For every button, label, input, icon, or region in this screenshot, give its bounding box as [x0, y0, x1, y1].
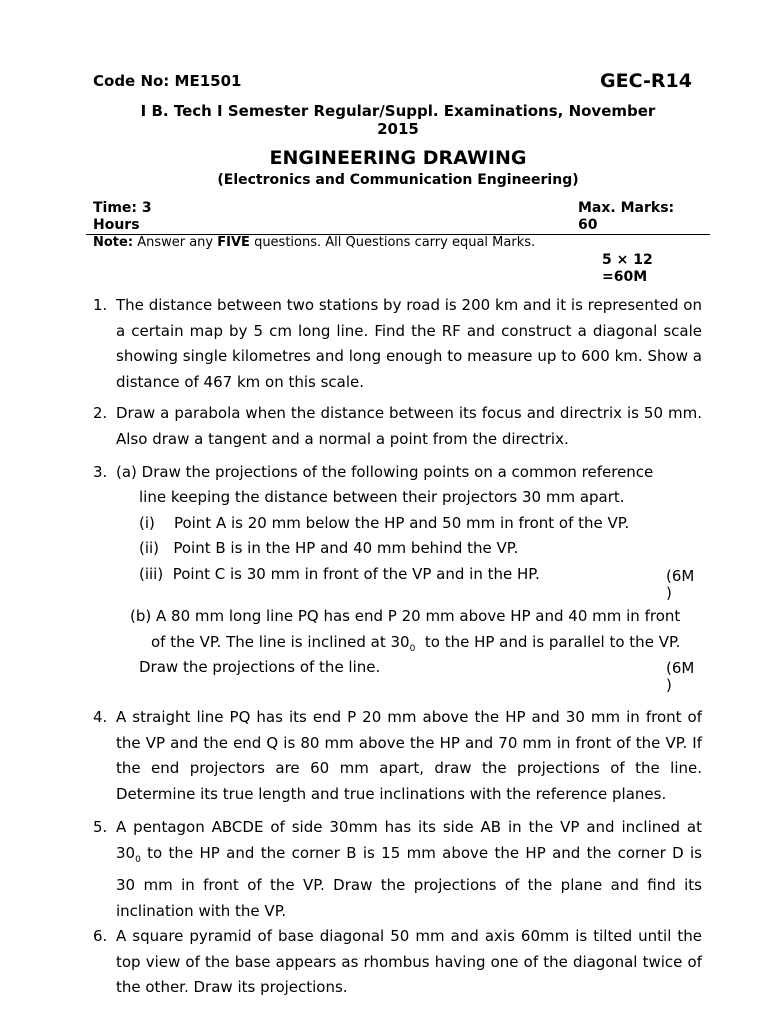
code-value: ME1501: [174, 72, 242, 90]
q3b-line3: Draw the projections of the line.: [139, 658, 381, 676]
time-line1: Time: 3: [93, 200, 152, 216]
q5-line2b: to the HP and the corner B is 15 mm above the HP and the corner D is: [140, 843, 702, 862]
q3a-line1: (a) Draw the projections of the following points on a common reference: [116, 463, 654, 481]
question-text: The distance between two stations by road is 200 km and it is represented on a certain map by 5 cm long line. Find the RF and construct a diagonal scale showing single kilometres and long enough to measure up to 600 km. Show a distance of 467 km on this scale.: [116, 296, 702, 391]
question-number: 2.: [93, 404, 108, 422]
q3a-part-i: (i) Point A is 20 mm below the HP and 50 mm in front of the VP.: [139, 514, 630, 532]
degree-mark: 0: [409, 644, 416, 654]
question-number: 1.: [93, 296, 108, 314]
question-text: A straight line PQ has its end P 20 mm above the HP and 30 mm in front of the VP and the end Q is 80 mm above the HP and 70 mm in front of the VP. If the end projectors are 60 mm apart, draw the projections of the line. Determine its true length and true inclinations with the reference planes.: [116, 708, 702, 803]
question-text: A square pyramid of base diagonal 50 mm and axis 60mm is tilted until the top view of the base appears as rhombus having one of the diagonal twice of the other. Draw its projections.: [116, 927, 702, 996]
q5-line2a: 30: [116, 843, 136, 862]
q3a-part-ii: (ii) Point B is in the HP and 40 mm behind the VP.: [139, 539, 519, 557]
regulation: GEC-R14: [600, 70, 692, 92]
marks-line1: Max. Marks:: [578, 200, 675, 216]
q3a-part-iii: (iii) Point C is 30 mm in front of the VP and in the HP.: [139, 565, 540, 583]
q3b-marks-line1: (6M: [666, 659, 695, 677]
q3a-marks: [666, 568, 694, 602]
q3a-line2: line keeping the distance between their projectors 30 mm apart.: [139, 488, 625, 506]
distribution-line2: =60M: [602, 269, 648, 285]
q3a-marks-line2: ): [666, 584, 672, 602]
degree-mark: 0: [135, 854, 141, 865]
q3b-line2b: to the HP and is parallel to the VP.: [415, 633, 681, 651]
note-five: FIVE: [217, 235, 250, 250]
note-label: Note:: [93, 235, 134, 250]
marks-line2: 60: [578, 217, 598, 233]
question-text: [116, 815, 702, 924]
q3b-marks: [666, 660, 694, 694]
time-line2: Hours: [93, 217, 140, 233]
distribution-line1: 5 × 12: [602, 252, 653, 268]
question-number: 4.: [93, 708, 108, 726]
q3b-line1: (b) A 80 mm long line PQ has end P 20 mm above HP and 40 mm in front: [130, 607, 681, 625]
subject-title: ENGINEERING DRAWING: [269, 147, 527, 169]
branch-title: (Electronics and Communication Engineering): [217, 172, 579, 188]
question-number: 3.: [93, 463, 108, 481]
question-number: 6.: [93, 927, 108, 945]
note-pre: Answer any: [137, 235, 214, 250]
question-text: Draw a parabola when the distance between its focus and directrix is 50 mm. Also draw a tangent and a normal a point from the directrix.: [116, 404, 702, 448]
code-label: Code No:: [93, 72, 170, 90]
q5-line2: [116, 841, 702, 874]
q5-line1: A pentagon ABCDE of side 30mm has its side AB in the VP and inclined at: [116, 818, 702, 836]
exam-title-line2: 2015: [377, 120, 419, 138]
question-number: 5.: [93, 818, 108, 836]
note-post: questions. All Questions carry equal Marks.: [254, 235, 536, 250]
q5-rest: 30 mm in front of the VP. Draw the projections of the plane and find its inclination with the VP.: [116, 876, 702, 920]
q3a-marks-line1: (6M: [666, 567, 695, 585]
q3b-marks-line2: ): [666, 676, 672, 694]
exam-title-line1: I B. Tech I Semester Regular/Suppl. Examinations, November: [140, 102, 656, 120]
q3b-line2a: of the VP. The line is inclined at 30: [151, 633, 410, 651]
